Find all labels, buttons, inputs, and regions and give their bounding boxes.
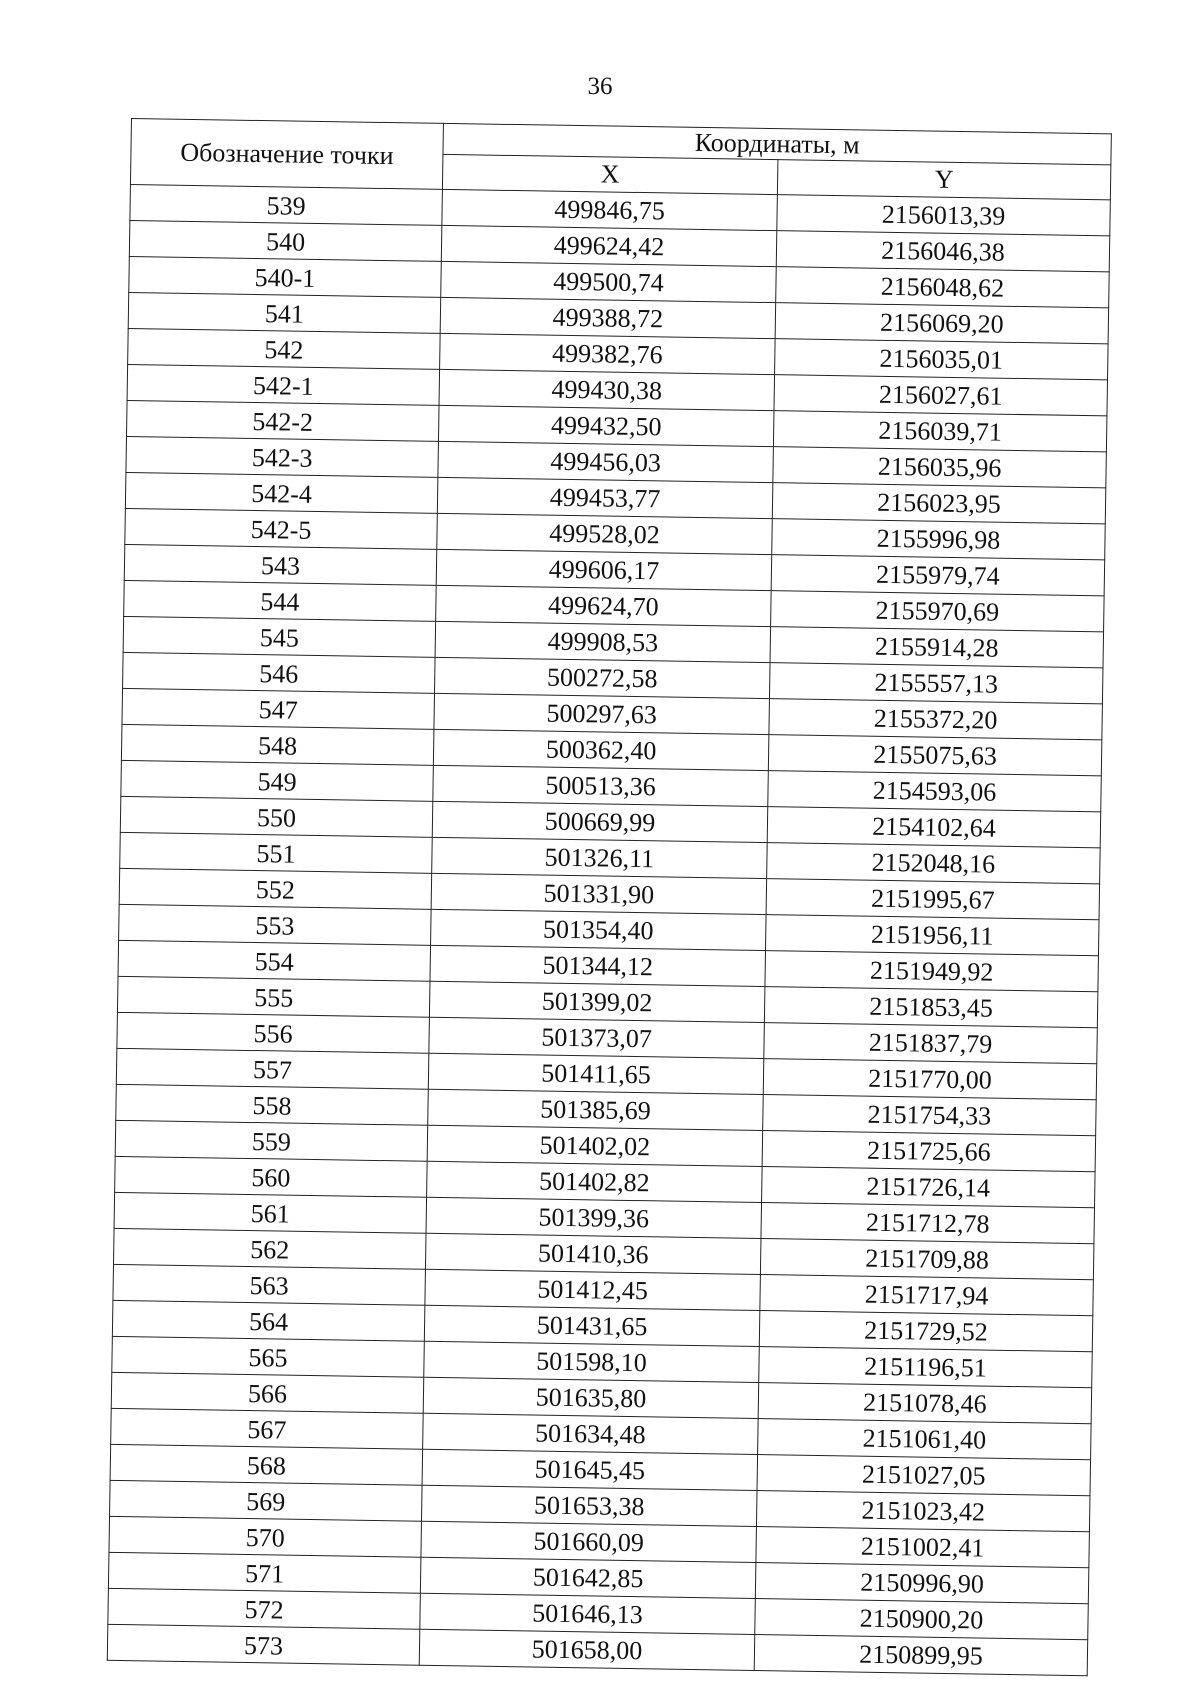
cell-x: 501402,02 bbox=[427, 1125, 763, 1166]
cell-y: 2151725,66 bbox=[762, 1131, 1096, 1172]
cell-point: 546 bbox=[123, 652, 436, 693]
cell-x: 500669,99 bbox=[432, 801, 768, 842]
cell-y: 2151078,46 bbox=[758, 1383, 1092, 1424]
cell-x: 499500,74 bbox=[441, 261, 777, 302]
cell-x: 499624,42 bbox=[441, 225, 777, 266]
cell-x: 501399,36 bbox=[426, 1197, 762, 1238]
cell-y: 2156013,39 bbox=[777, 195, 1111, 236]
page-number: 36 bbox=[587, 73, 613, 100]
cell-point: 539 bbox=[130, 184, 443, 225]
cell-point: 543 bbox=[124, 544, 437, 585]
cell-x: 499456,03 bbox=[438, 441, 774, 482]
cell-y: 2151709,88 bbox=[760, 1239, 1094, 1280]
cell-point: 556 bbox=[117, 1012, 430, 1053]
cell-y: 2156039,71 bbox=[773, 411, 1107, 452]
cell-point: 558 bbox=[116, 1084, 429, 1125]
cell-point: 567 bbox=[111, 1408, 424, 1449]
cell-x: 501354,40 bbox=[431, 909, 767, 950]
cell-y: 2150899,95 bbox=[754, 1634, 1088, 1675]
cell-y: 2154593,06 bbox=[768, 771, 1102, 812]
cell-x: 501326,11 bbox=[432, 837, 768, 878]
cell-y: 2151027,05 bbox=[757, 1455, 1091, 1496]
cell-x: 501658,00 bbox=[419, 1629, 755, 1670]
cell-y: 2151853,45 bbox=[764, 987, 1098, 1028]
cell-point: 542-4 bbox=[125, 472, 438, 513]
cell-point: 551 bbox=[120, 832, 433, 873]
cell-point: 566 bbox=[111, 1372, 424, 1413]
cell-x: 501642,85 bbox=[420, 1557, 756, 1598]
cell-point: 573 bbox=[107, 1624, 420, 1665]
cell-y: 2156069,20 bbox=[775, 303, 1109, 344]
cell-x: 501431,65 bbox=[424, 1305, 760, 1346]
cell-x: 501411,65 bbox=[428, 1053, 764, 1094]
cell-y: 2151837,79 bbox=[764, 1023, 1098, 1064]
cell-x: 501660,09 bbox=[421, 1521, 757, 1562]
cell-point: 557 bbox=[116, 1048, 429, 1089]
cell-y: 2151949,92 bbox=[765, 951, 1099, 992]
cell-point: 563 bbox=[113, 1264, 426, 1305]
cell-point: 553 bbox=[119, 904, 432, 945]
cell-point: 541 bbox=[128, 292, 441, 333]
cell-point: 568 bbox=[110, 1444, 423, 1485]
cell-point: 569 bbox=[110, 1480, 423, 1521]
cell-x: 501635,80 bbox=[423, 1377, 759, 1418]
cell-x: 499606,17 bbox=[436, 549, 772, 590]
cell-y: 2151770,00 bbox=[763, 1059, 1097, 1100]
cell-point: 542-1 bbox=[127, 364, 440, 405]
cell-point: 548 bbox=[121, 724, 434, 765]
header-x: X bbox=[442, 154, 778, 194]
cell-y: 2156027,61 bbox=[774, 375, 1108, 416]
cell-y: 2150900,20 bbox=[755, 1598, 1089, 1639]
table-body bbox=[107, 184, 1110, 1675]
cell-y: 2151726,14 bbox=[762, 1167, 1096, 1208]
cell-point: 572 bbox=[108, 1588, 421, 1629]
cell-x: 501373,07 bbox=[429, 1017, 765, 1058]
cell-y: 2151061,40 bbox=[758, 1419, 1092, 1460]
cell-x: 501399,02 bbox=[429, 981, 765, 1022]
cell-y: 2155970,69 bbox=[771, 591, 1105, 632]
cell-x: 501634,48 bbox=[423, 1413, 759, 1454]
cell-y: 2151754,33 bbox=[763, 1095, 1097, 1136]
cell-point: 565 bbox=[112, 1336, 425, 1377]
cell-y: 2151002,41 bbox=[756, 1526, 1090, 1567]
cell-point: 555 bbox=[117, 976, 430, 1017]
cell-x: 499382,76 bbox=[440, 333, 776, 374]
cell-point: 571 bbox=[108, 1552, 421, 1593]
cell-x: 501410,36 bbox=[425, 1233, 761, 1274]
cell-point: 542-2 bbox=[126, 400, 439, 441]
cell-y: 2151995,67 bbox=[766, 879, 1100, 920]
cell-point: 544 bbox=[124, 580, 437, 621]
cell-point: 559 bbox=[115, 1120, 428, 1161]
header-y: Y bbox=[777, 160, 1111, 200]
cell-y: 2151023,42 bbox=[756, 1491, 1090, 1532]
cell-y: 2156048,62 bbox=[776, 267, 1110, 308]
cell-y: 2155979,74 bbox=[771, 555, 1105, 596]
cell-y: 2155996,98 bbox=[772, 519, 1106, 560]
cell-point: 564 bbox=[112, 1300, 425, 1341]
coordinates-table-container bbox=[107, 118, 1111, 1676]
cell-point: 570 bbox=[109, 1516, 422, 1557]
cell-x: 501402,82 bbox=[427, 1161, 763, 1202]
cell-x: 500272,58 bbox=[435, 657, 771, 698]
cell-point: 554 bbox=[118, 940, 431, 981]
cell-x: 501653,38 bbox=[421, 1485, 757, 1526]
cell-point: 562 bbox=[113, 1228, 426, 1269]
cell-x: 499432,50 bbox=[438, 405, 774, 446]
header-point-designation: Обозначение точки bbox=[130, 119, 443, 190]
cell-x: 501412,45 bbox=[425, 1269, 761, 1310]
cell-point: 542-3 bbox=[126, 436, 439, 477]
cell-y: 2151729,52 bbox=[759, 1311, 1093, 1352]
cell-x: 500513,36 bbox=[433, 765, 769, 806]
cell-x: 499528,02 bbox=[437, 513, 773, 554]
cell-y: 2155372,20 bbox=[769, 699, 1103, 740]
cell-x: 499430,38 bbox=[439, 369, 775, 410]
cell-point: 540 bbox=[129, 220, 442, 261]
cell-x: 501331,90 bbox=[431, 873, 767, 914]
cell-x: 501598,10 bbox=[424, 1341, 760, 1382]
header-coordinates: Координаты, м bbox=[443, 123, 1111, 164]
cell-y: 2155914,28 bbox=[770, 627, 1104, 668]
cell-y: 2151956,11 bbox=[766, 915, 1100, 956]
cell-point: 540-1 bbox=[129, 256, 442, 297]
cell-point: 552 bbox=[119, 868, 432, 909]
cell-x: 499908,53 bbox=[435, 621, 771, 662]
cell-point: 542 bbox=[128, 328, 441, 369]
cell-x: 501385,69 bbox=[428, 1089, 764, 1130]
cell-x: 501646,13 bbox=[420, 1593, 756, 1634]
cell-x: 500362,40 bbox=[433, 729, 769, 770]
cell-y: 2151717,94 bbox=[760, 1275, 1094, 1316]
cell-y: 2156023,95 bbox=[772, 483, 1106, 524]
cell-point: 550 bbox=[120, 796, 433, 837]
cell-point: 549 bbox=[121, 760, 434, 801]
cell-x: 499388,72 bbox=[440, 297, 776, 338]
cell-y: 2151712,78 bbox=[761, 1203, 1095, 1244]
cell-x: 501645,45 bbox=[422, 1449, 758, 1490]
cell-point: 547 bbox=[122, 688, 435, 729]
cell-point: 561 bbox=[114, 1192, 427, 1233]
cell-point: 545 bbox=[123, 616, 436, 657]
cell-x: 501344,12 bbox=[430, 945, 766, 986]
cell-y: 2156035,01 bbox=[775, 339, 1109, 380]
cell-y: 2152048,16 bbox=[767, 843, 1101, 884]
cell-y: 2155557,13 bbox=[769, 663, 1103, 704]
cell-point: 560 bbox=[115, 1156, 428, 1197]
cell-x: 499624,70 bbox=[436, 585, 772, 626]
cell-y: 2150996,90 bbox=[755, 1562, 1089, 1603]
cell-y: 2154102,64 bbox=[767, 807, 1101, 848]
cell-x: 499453,77 bbox=[437, 477, 773, 518]
cell-y: 2156046,38 bbox=[776, 231, 1110, 272]
cell-y: 2155075,63 bbox=[768, 735, 1102, 776]
coordinates-table bbox=[107, 118, 1112, 1676]
cell-x: 500297,63 bbox=[434, 693, 770, 734]
cell-point: 542-5 bbox=[125, 508, 438, 549]
cell-y: 2151196,51 bbox=[759, 1347, 1093, 1388]
cell-y: 2156035,96 bbox=[773, 447, 1107, 488]
cell-x: 499846,75 bbox=[442, 189, 778, 230]
